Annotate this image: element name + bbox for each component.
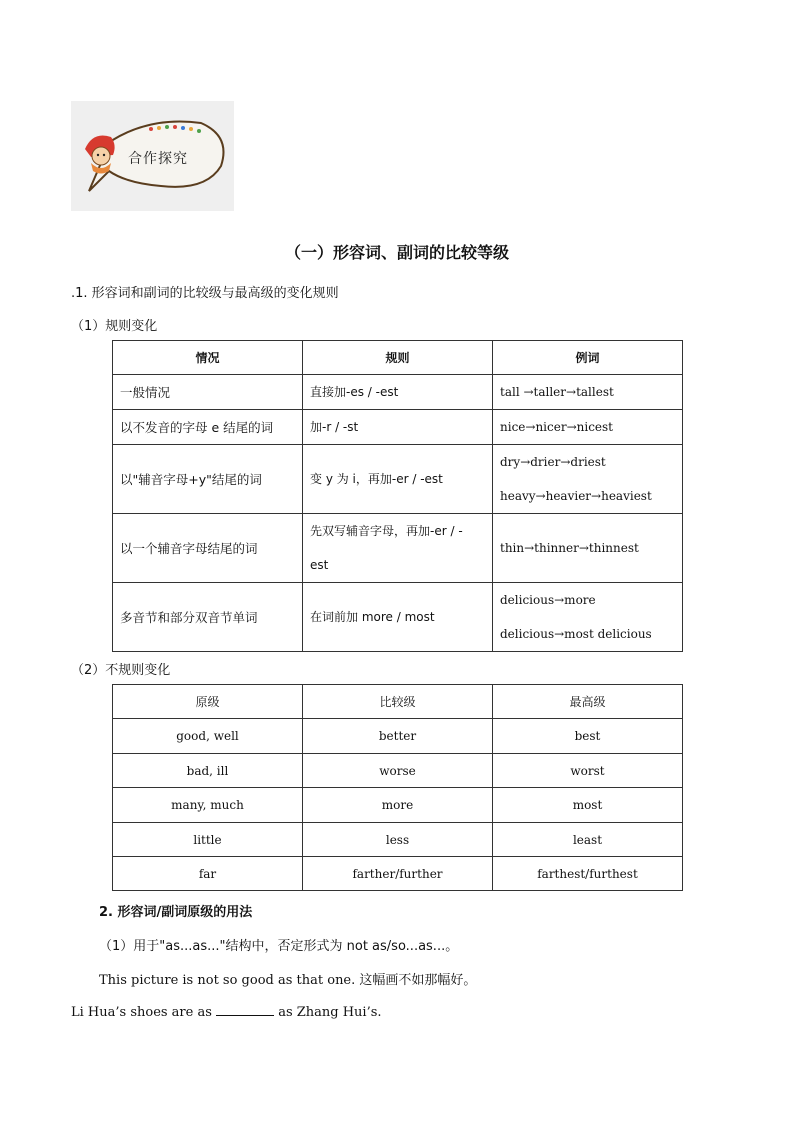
superlative-cell: least: [493, 823, 683, 857]
positive-cell: far: [113, 857, 303, 891]
comparative-cell: less: [303, 823, 493, 857]
positive-cell: many, much: [113, 788, 303, 823]
comparative-cell: better: [303, 719, 493, 754]
example-cell: [493, 445, 683, 514]
table-row: [113, 788, 683, 823]
exercise-after: as Zhang Hui’s.: [278, 1005, 382, 1020]
table-header-row: [113, 341, 683, 375]
exercise-before: Li Hua’s shoes are as: [71, 1005, 212, 1020]
rule-cell: 在词前加 more / most: [303, 583, 493, 652]
item2-heading: 2. 形容词/副词原级的用法: [99, 905, 253, 920]
header-examples: 例词: [493, 341, 683, 375]
comparative-cell: more: [303, 788, 493, 823]
table-row: [113, 445, 683, 514]
table-row: [113, 857, 683, 891]
table-row: [113, 514, 683, 583]
example-cell: tall →taller→tallest: [493, 375, 683, 410]
positive-cell: little: [113, 823, 303, 857]
positive-cell: bad, ill: [113, 754, 303, 788]
regular-change-table: [112, 340, 683, 652]
header-superlative: 最高级: [493, 685, 683, 719]
superlative-cell: farthest/furthest: [493, 857, 683, 891]
banner-label: 合作探究: [128, 151, 188, 167]
header-comparative: 比较级: [303, 685, 493, 719]
case-cell: 以"辅音字母+y"结尾的词: [113, 445, 303, 514]
case-cell: 以一个辅音字母结尾的词: [113, 514, 303, 583]
comparative-cell: farther/further: [303, 857, 493, 891]
exercise-line: [71, 1003, 382, 1020]
example-line: heavy→heavier→heaviest: [500, 489, 652, 503]
superlative-cell: most: [493, 788, 683, 823]
example-cell: nice→nicer→nicest: [493, 410, 683, 445]
rule-line: 先双写辅音字母，再加-er / -: [310, 524, 463, 538]
rule-cell: 变 y 为 i，再加-er / -est: [303, 445, 493, 514]
case-cell: 多音节和部分双音节单词: [113, 583, 303, 652]
example-line: delicious→more: [500, 593, 596, 607]
sub2-label: （2）不规则变化: [71, 663, 171, 678]
comparative-cell: worse: [303, 754, 493, 788]
case-cell: 以不发音的字母 e 结尾的词: [113, 410, 303, 445]
item1-heading: .1. 形容词和副词的比较级与最高级的变化规则: [71, 286, 339, 301]
rule-cell: 加-r / -st: [303, 410, 493, 445]
superlative-cell: worst: [493, 754, 683, 788]
table-header-row: [113, 685, 683, 719]
header-rule: 规则: [303, 341, 493, 375]
table-row: [113, 719, 683, 754]
rule-cell: [303, 514, 493, 583]
table-row: [113, 823, 683, 857]
example-cell: [493, 583, 683, 652]
irregular-change-table: [112, 684, 683, 891]
example-sentence: This picture is not so good as that one. 这幅画不如那幅好。: [99, 973, 477, 988]
case-cell: 一般情况: [113, 375, 303, 410]
table-row: [113, 754, 683, 788]
header-positive: 原级: [113, 685, 303, 719]
positive-cell: good, well: [113, 719, 303, 754]
rule-cell: 直接加-es / -est: [303, 375, 493, 410]
sub1-label: （1）规则变化: [71, 319, 158, 334]
example-line: dry→drier→driest: [500, 455, 606, 469]
table-row: [113, 583, 683, 652]
table-row: [113, 410, 683, 445]
usage1-text: （1）用于"as...as..."结构中，否定形式为 not as/so...as...。: [99, 939, 459, 954]
section-title: （一）形容词、副词的比较等级: [284, 243, 509, 262]
table-row: [113, 375, 683, 410]
rule-line: est: [310, 558, 329, 572]
example-cell: thin→thinner→thinnest: [493, 514, 683, 583]
example-line: delicious→most delicious: [500, 627, 652, 641]
answer-blank[interactable]: [216, 1003, 274, 1016]
header-case: 情况: [113, 341, 303, 375]
superlative-cell: best: [493, 719, 683, 754]
